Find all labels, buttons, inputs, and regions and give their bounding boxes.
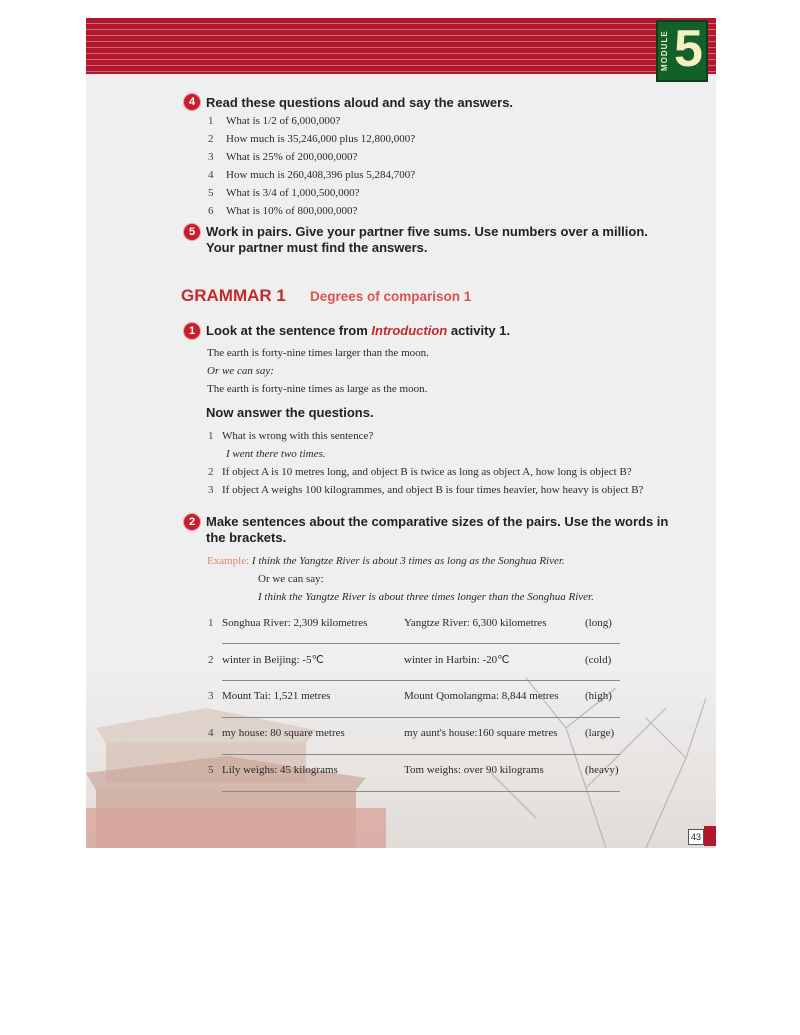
page-number: 43 [688, 829, 704, 845]
row-number: 3 [208, 690, 214, 702]
page-tab [704, 826, 716, 846]
row-keyword: (long) [585, 617, 612, 629]
activity-5-title-line1: Work in pairs. Give your partner five sums. Use numbers over a million. [206, 224, 648, 239]
row-item-b: Mount Qomolangma: 8,844 metres [404, 690, 559, 702]
grammar-1-title-pre: Look at the sentence from [206, 323, 372, 338]
row-number: 4 [208, 727, 214, 739]
list-item: How much is 35,246,000 plus 12,800,000? [226, 133, 416, 145]
example-sentence-2: The earth is forty-nine times as large as the moon. [207, 383, 428, 395]
row-item-b: my aunt's house:160 square metres [404, 727, 558, 739]
activity-4-title: Read these questions aloud and say the answers. [206, 95, 514, 110]
list-item: What is 3/4 of 1,000,500,000? [226, 187, 360, 199]
grammar-1-badge: 1 [184, 323, 200, 339]
question-number: 3 [208, 484, 214, 496]
answer-line[interactable] [222, 754, 620, 755]
answer-line[interactable] [222, 717, 620, 718]
row-keyword: (heavy) [585, 764, 619, 776]
example-line-1 [207, 554, 565, 568]
example-or-we-can-say: Or we can say: [258, 573, 324, 585]
grammar-1-title-post: activity 1. [447, 323, 511, 338]
row-item-b: winter in Harbin: -20℃ [404, 654, 510, 666]
row-item-b: Yangtze River: 6,300 kilometres [404, 617, 547, 629]
question-number: 1 [208, 430, 214, 442]
question-1-example: I went there two times. [226, 448, 326, 460]
activity-5-badge: 5 [184, 224, 200, 240]
or-we-can-say: Or we can say: [207, 365, 274, 377]
module-word: MODULE [660, 30, 669, 72]
answer-line[interactable] [222, 643, 620, 644]
list-item-number: 3 [208, 151, 214, 163]
example-label: Example: [207, 555, 250, 567]
row-item-a: Lily weighs: 45 kilograms [222, 764, 338, 776]
list-item: What is 25% of 200,000,000? [226, 151, 358, 163]
question-number: 2 [208, 466, 214, 478]
list-item-number: 1 [208, 115, 214, 127]
activity-5-title-line2: Your partner must find the answers. [206, 240, 428, 255]
grammar-title: GRAMMAR 1 [181, 286, 286, 305]
row-item-a: winter in Beijing: -5℃ [222, 654, 324, 666]
row-number: 5 [208, 764, 214, 776]
module-badge [656, 20, 708, 82]
answer-line[interactable] [222, 680, 620, 681]
row-number: 1 [208, 617, 214, 629]
grammar-1-title [206, 323, 510, 339]
row-keyword: (cold) [585, 654, 612, 666]
grammar-2-title-line2: the brackets. [206, 530, 287, 545]
now-answer-heading: Now answer the questions. [206, 405, 374, 420]
module-number: 5 [674, 20, 703, 78]
question-3: If object A weighs 100 kilogrammes, and object B is four times heavier, how heavy is object B? [222, 484, 644, 496]
grammar-2-badge: 2 [184, 514, 200, 530]
background-photo [86, 668, 716, 848]
grammar-subtitle: Degrees of comparison 1 [310, 289, 472, 304]
grammar-2-title-line1: Make sentences about the comparative sizes of the pairs. Use the words in [206, 514, 669, 529]
row-number: 2 [208, 654, 214, 666]
row-item-a: my house: 80 square metres [222, 727, 345, 739]
example-sentence: I think the Yangtze River is about 3 times as long as the Songhua River. [251, 555, 565, 567]
answer-line[interactable] [222, 791, 620, 792]
list-item: How much is 260,408,396 plus 5,284,700? [226, 169, 416, 181]
question-2: If object A is 10 metres long, and object B is twice as long as object A, how long is object B? [222, 466, 632, 478]
list-item: What is 1/2 of 6,000,000? [226, 115, 341, 127]
list-item: What is 10% of 800,000,000? [226, 205, 358, 217]
example-sentence-alt: I think the Yangtze River is about three times longer than the Songhua River. [258, 591, 594, 603]
introduction-reference: Introduction [371, 323, 448, 338]
example-sentence-1: The earth is forty-nine times larger than the moon. [207, 347, 429, 359]
row-keyword: (large) [585, 727, 615, 739]
row-keyword: (high) [585, 690, 612, 702]
activity-4-badge: 4 [184, 94, 200, 110]
header-banner [86, 18, 716, 74]
row-item-a: Songhua River: 2,309 kilometres [222, 617, 368, 629]
row-item-b: Tom weighs: over 90 kilograms [404, 764, 544, 776]
list-item-number: 5 [208, 187, 214, 199]
row-item-a: Mount Tai: 1,521 metres [222, 690, 331, 702]
list-item-number: 2 [208, 133, 214, 145]
list-item-number: 6 [208, 205, 214, 217]
question-1: What is wrong with this sentence? [222, 430, 374, 442]
list-item-number: 4 [208, 169, 214, 181]
